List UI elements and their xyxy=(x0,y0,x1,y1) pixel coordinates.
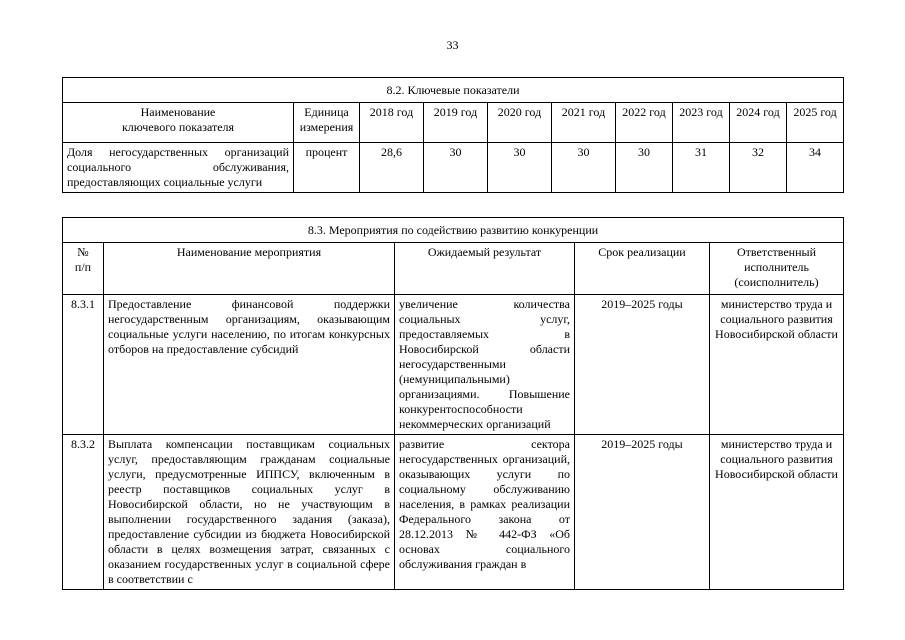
header-2023: 2023 год xyxy=(673,103,730,143)
measure-responsible: министерство труда и социального развития Новосибирской области xyxy=(710,435,844,590)
table-row xyxy=(63,435,844,590)
measure-name: Предоставление финансовой поддержки негосударственным организациям, оказывающим социальные услуги населению, по итогам конкурсных отборов на предоставление субсидий xyxy=(104,295,395,435)
measure-term: 2019–2025 годы xyxy=(575,435,710,590)
measures-table xyxy=(62,217,844,590)
measure-name-cell xyxy=(104,435,395,590)
value-2023: 31 xyxy=(673,143,730,193)
header-2019: 2019 год xyxy=(424,103,488,143)
header-result: Ожидаемый результат xyxy=(395,243,575,295)
value-2022: 30 xyxy=(616,143,673,193)
header-2022: 2022 год xyxy=(616,103,673,143)
header-2020: 2020 год xyxy=(488,103,552,143)
header-responsible: Ответственный исполнитель (соисполнитель) xyxy=(710,243,844,295)
value-2019: 30 xyxy=(424,143,488,193)
header-2025: 2025 год xyxy=(787,103,844,143)
header-2018: 2018 год xyxy=(360,103,424,143)
measure-result: развитие сектора негосударственных организаций, оказывающих услуги по социальному обслуживанию населения, в рамках реализации Федерального закона от 28.12.2013 № 442-ФЗ «Об основах социального обслуживания граждан в xyxy=(399,437,570,571)
measure-num: 8.3.1 xyxy=(63,295,104,435)
header-unit: Единица измерения xyxy=(294,103,360,143)
header-2024: 2024 год xyxy=(730,103,787,143)
value-2025: 34 xyxy=(787,143,844,193)
table-row xyxy=(63,143,844,193)
page-number: 33 xyxy=(446,38,459,52)
key-indicators-title: 8.2. Ключевые показатели xyxy=(63,78,844,103)
measure-term: 2019–2025 годы xyxy=(575,295,710,435)
value-2024: 32 xyxy=(730,143,787,193)
header-term: Срок реализации xyxy=(575,243,710,295)
measure-result-cell xyxy=(395,435,575,590)
measure-responsible: министерство труда и социального развития Новосибирской области xyxy=(710,295,844,435)
value-2021: 30 xyxy=(552,143,616,193)
table-row xyxy=(63,295,844,435)
header-num: № п/п xyxy=(63,243,104,295)
indicator-name: Доля негосударственных организаций социального обслуживания, предоставляющих социальные услуги xyxy=(63,143,294,193)
header-indicator-name: Наименование ключевого показателя xyxy=(63,103,294,143)
header-2021: 2021 год xyxy=(552,103,616,143)
indicator-unit: процент xyxy=(294,143,360,193)
value-2020: 30 xyxy=(488,143,552,193)
value-2018: 28,6 xyxy=(360,143,424,193)
measures-title: 8.3. Мероприятия по содействию развитию конкуренции xyxy=(63,218,844,243)
measure-result: увеличение количества социальных услуг, предоставляемых в Новосибирской области негосударственными (немуниципальными) организациями. Повышение конкурентоспособности некоммерческих организаций xyxy=(395,295,575,435)
header-measure-name: Наименование мероприятия xyxy=(104,243,395,295)
measure-num: 8.3.2 xyxy=(63,435,104,590)
key-indicators-table xyxy=(62,77,844,193)
measure-name: Выплата компенсации поставщикам социальных услуг, предоставляющим гражданам социальные услуги, предусмотренные ИППСУ, включенным в реестр поставщиков социальных услуг в Новосибирской области, но не участвующим в выполнении государственного задания (заказа), предоставление субсидии из бюджета Новосибирской области в целях возмещения затрат, связанных с оказанием государственных услуг в социальной сфере в соответствии с xyxy=(108,437,390,586)
